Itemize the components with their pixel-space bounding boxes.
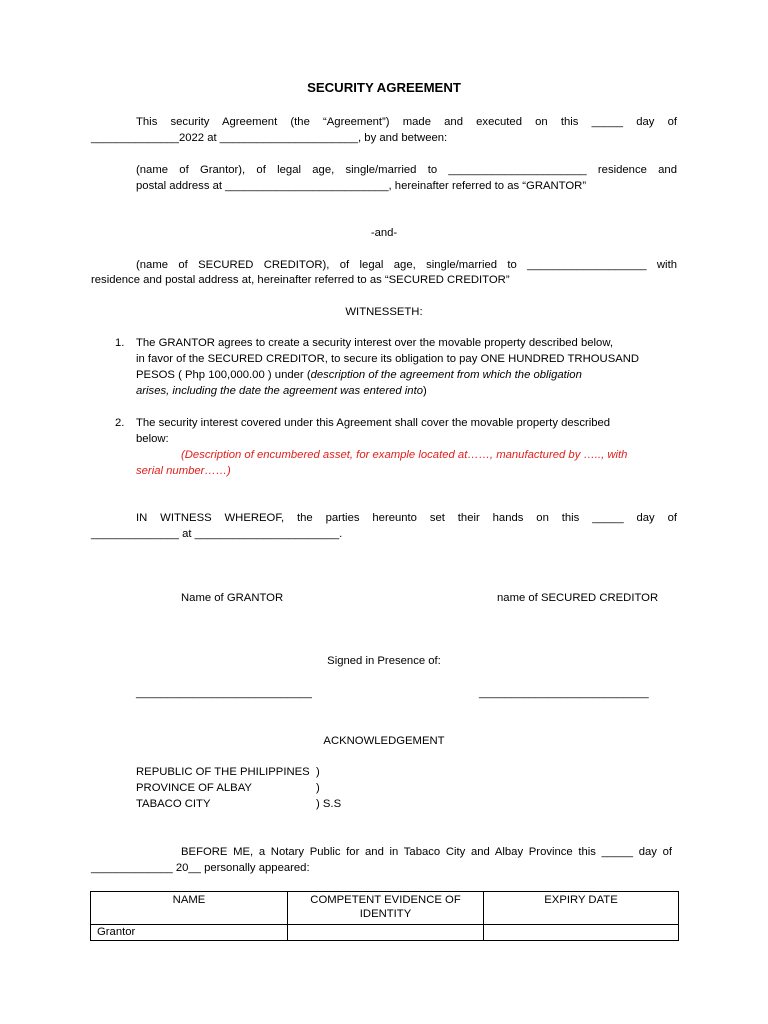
table-row xyxy=(91,925,679,941)
witness-line-2: ______________ at _______________________. xyxy=(91,528,343,540)
and-separator: -and- xyxy=(370,227,398,239)
item-1-line-3-a: PESOS ( Php 100,000.00 ) under ( xyxy=(136,369,311,381)
item-2-asset-description-1: (Description of encumbered asset, for example located at……, manufactured by ….., with xyxy=(181,449,628,461)
creditor-signature-label: name of SECURED CREDITOR xyxy=(497,592,659,604)
item-2-line-1: The security interest covered under this Agreement shall cover the movable property described xyxy=(136,417,611,429)
cell-name-grantor: Grantor xyxy=(91,925,288,941)
creditor-line-1: (name of SECURED CREDITOR), of legal age, single/married to ___________________ with xyxy=(136,259,677,271)
item-1-line-3-b: description of the agreement from which the obligation xyxy=(310,369,582,381)
grantor-line-2: postal address at __________________________, hereinafter referred to as “GRANTOR” xyxy=(136,180,587,192)
venue-city: TABACO CITY xyxy=(136,798,211,810)
witness-line-1: IN WITNESS WHEREOF, the parties hereunto set their hands on this _____ day of xyxy=(136,512,677,524)
item-1-line-4 xyxy=(136,384,427,399)
grantor-signature-label: Name of GRANTOR xyxy=(181,592,284,604)
venue-province-mark: ) xyxy=(316,782,320,794)
item-2-asset-description-2: serial number……) xyxy=(136,465,231,477)
identity-evidence-table xyxy=(90,891,679,941)
witness-signature-line-left: ____________________________ xyxy=(136,687,312,699)
document-title: SECURITY AGREEMENT xyxy=(307,80,461,95)
cell-expiry-grantor xyxy=(484,925,679,941)
witnesseth-heading: WITNESSETH: xyxy=(345,306,423,318)
intro-line-2: ______________2022 at ______________________, by and between: xyxy=(91,132,448,144)
header-name: NAME xyxy=(91,892,288,925)
item-1-line-4-a: arises, including the date the agreement was entered into xyxy=(136,385,423,397)
acknowledgement-title: ACKNOWLEDGEMENT xyxy=(323,735,445,747)
cell-evidence-grantor xyxy=(288,925,484,941)
item-1-line-2: in favor of the SECURED CREDITOR, to secure its obligation to pay ONE HUNDRED TRHOUSAND xyxy=(136,353,640,365)
venue-city-mark: ) S.S xyxy=(316,798,342,810)
item-1-line-3 xyxy=(136,368,582,383)
grantor-line-1: (name of Grantor), of legal age, single/married to ______________________ residence and xyxy=(136,164,677,176)
creditor-line-2: residence and postal address at, hereinafter referred to as “SECURED CREDITOR” xyxy=(91,274,510,286)
venue-republic: REPUBLIC OF THE PHILIPPINES xyxy=(136,766,310,778)
before-me-line-2: _____________ 20__ personally appeared: xyxy=(91,862,310,874)
intro-line-1: This security Agreement (the “Agreement”) made and executed on this _____ day of xyxy=(136,116,677,128)
before-me-line-1: BEFORE ME, a Notary Public for and in Tabaco City and Albay Province this _____ day of xyxy=(181,846,672,858)
item-1-line-1: The GRANTOR agrees to create a security interest over the movable property described below, xyxy=(136,337,613,349)
item-1-number: 1. xyxy=(115,337,125,349)
presence-label: Signed in Presence of: xyxy=(327,655,441,667)
table-header-row xyxy=(91,892,679,925)
item-2-number: 2. xyxy=(115,417,125,429)
item-1-line-4-b: ) xyxy=(423,385,427,397)
venue-province: PROVINCE OF ALBAY xyxy=(136,782,252,794)
header-expiry-date: EXPIRY DATE xyxy=(484,892,679,925)
header-competent-evidence: COMPETENT EVIDENCE OF IDENTITY xyxy=(288,892,484,925)
item-2-line-2: below: xyxy=(136,433,169,445)
witness-signature-line-right: ___________________________ xyxy=(479,687,649,699)
venue-republic-mark: ) xyxy=(316,766,320,778)
